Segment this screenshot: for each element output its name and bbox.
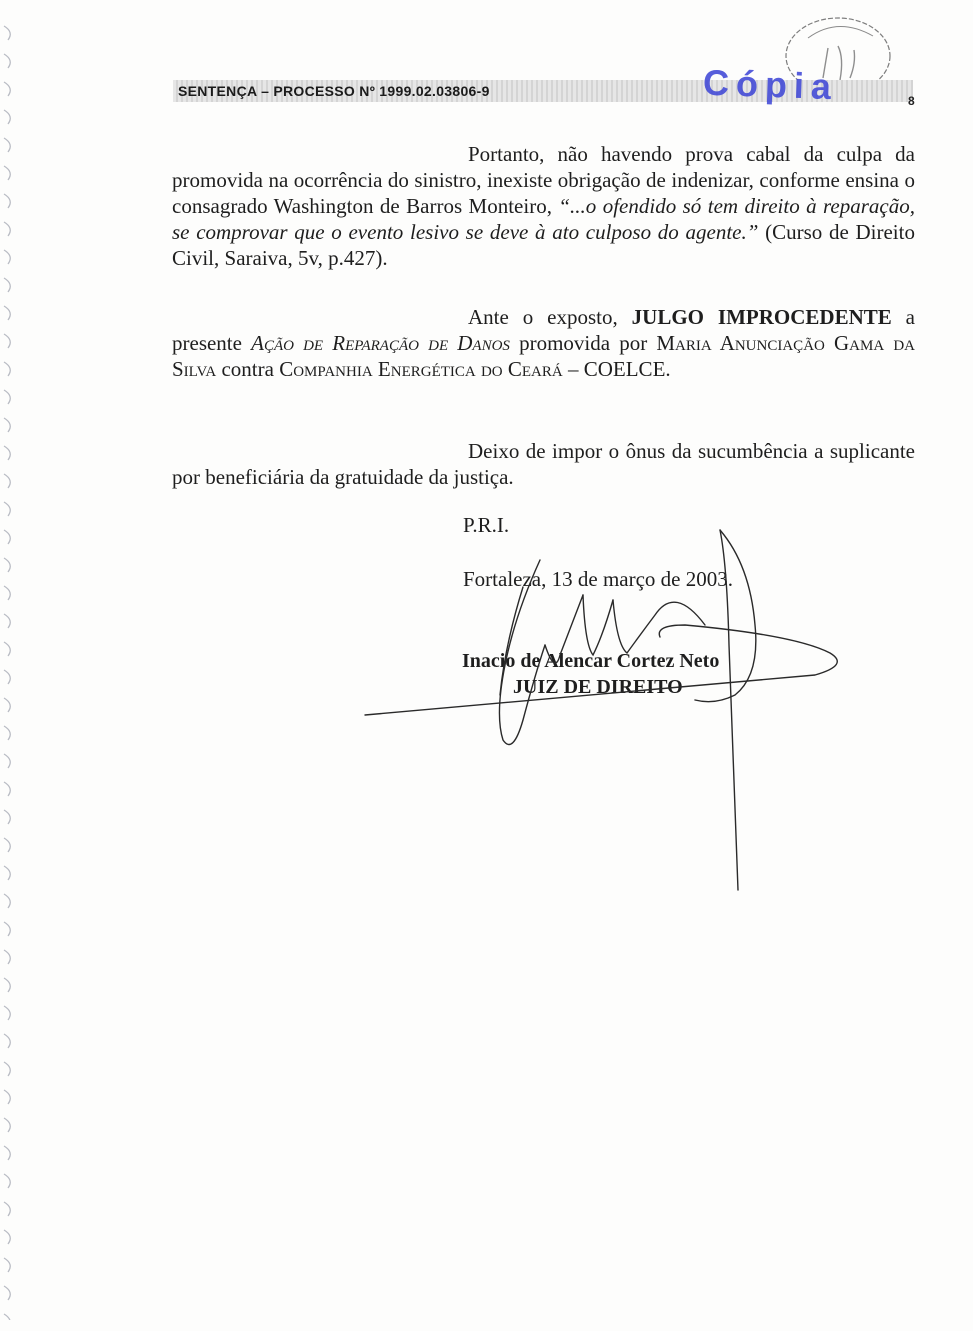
binding-hole (4, 782, 10, 796)
binding-hole (4, 474, 10, 488)
binding-hole (4, 866, 10, 880)
paragraph-verdict (172, 304, 915, 382)
binding-hole (4, 138, 10, 152)
binding-hole (4, 446, 10, 460)
binding-hole (4, 698, 10, 712)
binding-hole (4, 614, 10, 628)
process-header: SENTENÇA – PROCESSO Nº 1999.02.03806-9 (178, 83, 490, 99)
binding-hole (4, 586, 10, 600)
binding-hole (4, 54, 10, 68)
binding-hole (4, 894, 10, 908)
binding-hole (4, 362, 10, 376)
p2-tail: – COELCE. (562, 357, 671, 381)
p1-quote: “...o ofendido só tem direito à reparação, se comprovar que o evento lesivo se deve à ato culposo do agente.” (172, 194, 915, 244)
binding-hole (4, 26, 10, 40)
binding-hole (4, 670, 10, 684)
binding-hole (4, 1146, 10, 1160)
binding-hole (4, 1090, 10, 1104)
binding-hole (4, 222, 10, 236)
binding-hole (4, 110, 10, 124)
binding-hole (4, 194, 10, 208)
paragraph-no-proof (172, 141, 915, 271)
binding-hole (4, 642, 10, 656)
handwritten-signature (355, 525, 855, 895)
plaintiff-name: Maria Anunciação Gama da Silva (172, 331, 915, 381)
binding-hole (4, 390, 10, 404)
binding-hole (4, 166, 10, 180)
action-name: Ação de Reparação de Danos (251, 331, 510, 355)
binding-hole (4, 278, 10, 292)
binding-hole (4, 82, 10, 96)
binding-hole (4, 950, 10, 964)
binding-hole (4, 1062, 10, 1076)
p1-text: Portanto, não havendo prova cabal da culpa da promovida na ocorrência do sinistro, inexiste obrigação de indenizar, conforme ensina o consagrado Washington de Barros Monteiro, (172, 142, 915, 218)
binding-hole (4, 1286, 10, 1300)
binding-hole (4, 1034, 10, 1048)
binding-hole (4, 530, 10, 544)
verdict: JULGO IMPROCEDENTE (631, 305, 892, 329)
paragraph-costs (172, 438, 915, 490)
judge-name: Inacio de Alencar Cortez Neto (462, 650, 720, 672)
p1-citation: (Curso de Direito Civil, Saraiva, 5v, p.427). (172, 220, 915, 270)
copia-stamp: Cópia (702, 61, 839, 108)
binding-hole (4, 922, 10, 936)
binding-hole (4, 726, 10, 740)
binding-hole (4, 978, 10, 992)
p3-text: Deixo de impor o ônus da sucumbência a suplicante por beneficiária da gratuidade da justiça. (172, 439, 915, 489)
p2-a: a presente (172, 305, 916, 355)
binding-holes (0, 20, 22, 1320)
pri: P.R.I. (463, 513, 510, 537)
defendant-name: Companhia Energética do Ceará (279, 357, 563, 381)
binding-hole (4, 1230, 10, 1244)
p2-intro: Ante o exposto, (468, 305, 632, 329)
binding-hole (4, 502, 10, 516)
binding-hole (4, 1314, 10, 1320)
binding-hole (4, 558, 10, 572)
binding-hole (4, 418, 10, 432)
binding-hole (4, 754, 10, 768)
binding-hole (4, 1118, 10, 1132)
p2-against: contra (216, 357, 280, 381)
place-date: Fortaleza, 13 de março de 2003. (463, 567, 733, 591)
p2-promoted-by: promovida por (509, 331, 657, 355)
binding-hole (4, 1202, 10, 1216)
judge-title: JUIZ DE DIREITO (513, 676, 683, 698)
binding-hole (4, 810, 10, 824)
binding-hole (4, 250, 10, 264)
binding-hole (4, 1258, 10, 1272)
binding-hole (4, 334, 10, 348)
binding-hole (4, 1174, 10, 1188)
binding-hole (4, 1006, 10, 1020)
binding-hole (4, 838, 10, 852)
binding-hole (4, 306, 10, 320)
page-number: 8 (908, 94, 915, 108)
